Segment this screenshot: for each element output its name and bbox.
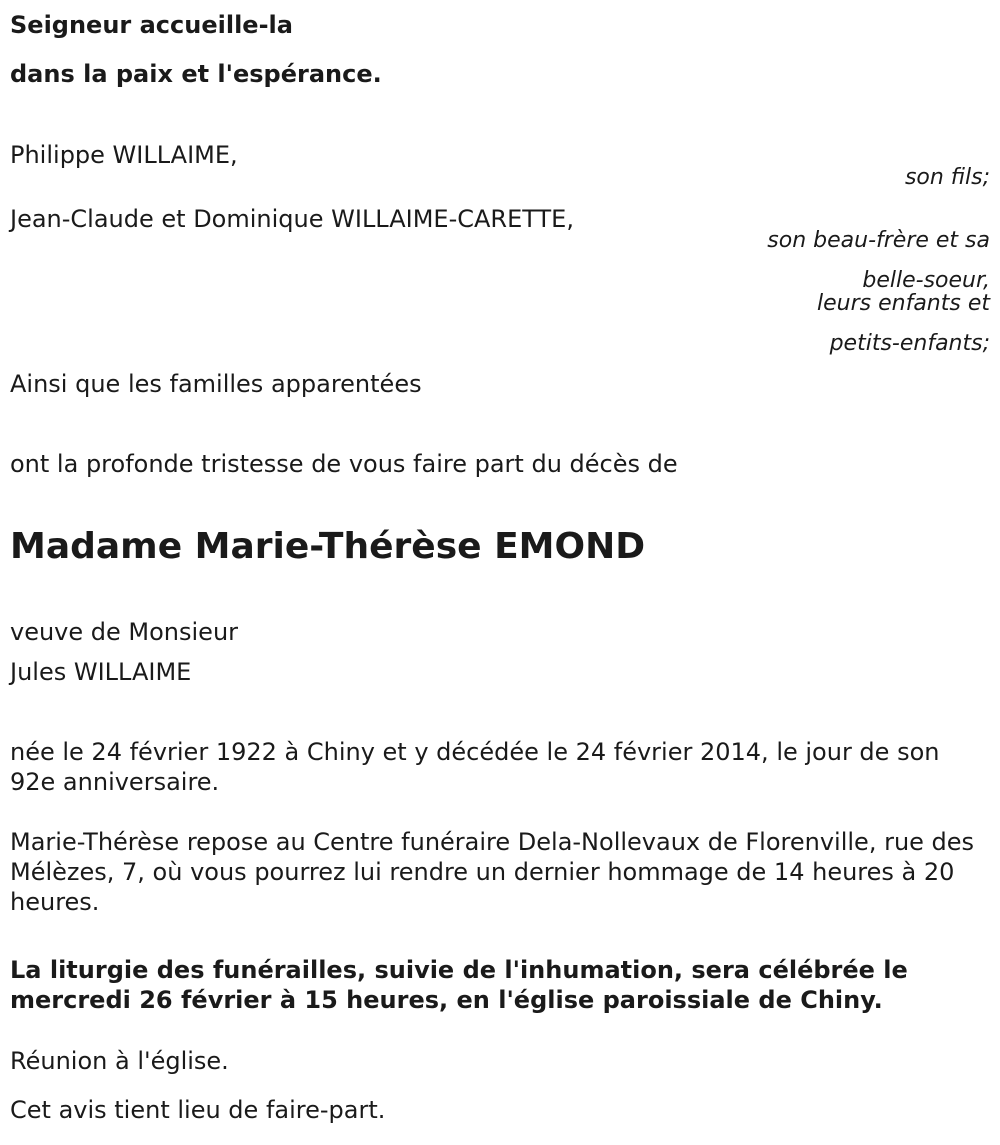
other-families: Ainsi que les familles apparentées: [10, 370, 422, 398]
deceased-name: Madame Marie-Thérèse EMOND: [10, 526, 646, 567]
meeting-paragraph: Réunion à l'église.: [10, 1047, 229, 1075]
header-line-1: Seigneur accueille-la: [10, 11, 293, 39]
liturgy-paragraph: La liturgie des funérailles, suivie de l'inhumation, sera célébrée le mercredi 26 février à 15 heures, en l'église paroissiale de Chiny.: [10, 956, 908, 1014]
resting-place-paragraph: Marie-Thérèse repose au Centre funéraire Dela-Nollevaux de Florenville, rue des Mélèzes, 7, où vous pourrez lui rendre un dernier hommage de 14 heures à 20 heures.: [10, 828, 975, 916]
family-member-1-name: Philippe WILLAIME,: [10, 141, 238, 169]
header-line-2: dans la paix et l'espérance.: [10, 60, 382, 88]
widow-line-1: veuve de Monsieur: [10, 618, 239, 646]
family-member-2-relation-3: leurs enfants et: [817, 291, 990, 316]
family-member-2-name: Jean-Claude et Dominique WILLAIME-CARETTE,: [10, 205, 574, 233]
family-member-1-relation: son fils;: [904, 165, 990, 190]
announcement-text: ont la profonde tristesse de vous faire part du décès de: [10, 450, 678, 478]
family-member-2-relation-2: belle-soeur,: [862, 268, 990, 293]
widow-line-2: Jules WILLAIME: [10, 658, 192, 686]
birth-death-paragraph: née le 24 février 1922 à Chiny et y décédée le 24 février 2014, le jour de son 92e anniversaire.: [10, 738, 940, 796]
family-member-2-relation-1: son beau-frère et sa: [767, 228, 990, 253]
notice-paragraph: Cet avis tient lieu de faire-part.: [10, 1096, 386, 1124]
family-member-2-relation-4: petits-enfants;: [829, 331, 990, 356]
